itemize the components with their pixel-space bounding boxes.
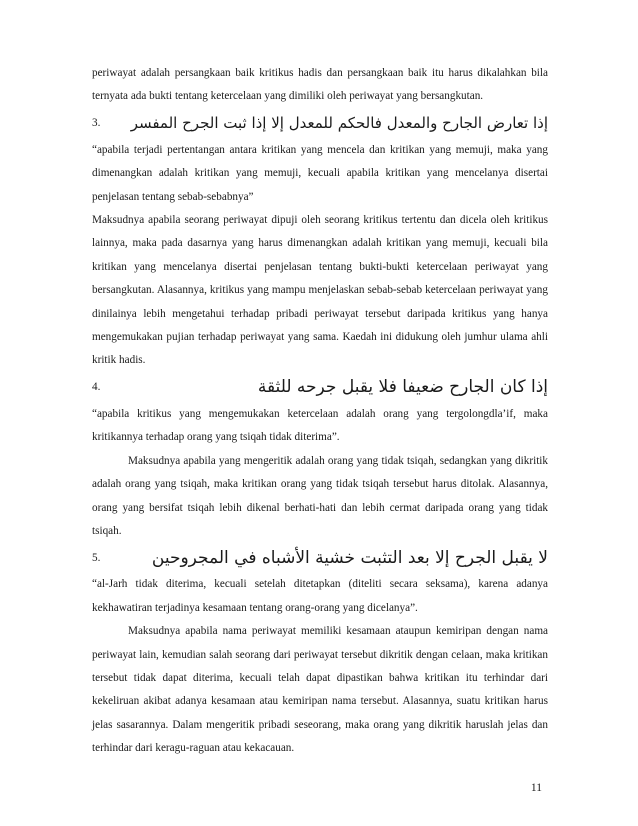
rule-4-translation: “apabila kritikus yang mengemukakan ketercelaan adalah orang yang tergolongdla’if, maka kritikannya terhadap orang yang tsiqah tidak diterima”. xyxy=(92,407,548,444)
rule-4-number: 4. xyxy=(92,381,101,394)
rule-4-heading xyxy=(92,375,548,401)
rule-3-arabic: إذا تعارض الجارح والمعدل فالحكم للمعدل إلا إذا ثبت الجرح المفسر xyxy=(130,114,548,133)
document-body xyxy=(92,62,548,761)
rule-4-arabic: إذا كان الجارح ضعيفا فلا يقبل جرحه للثقة xyxy=(257,377,548,398)
rule-4-explanation: Maksudnya apabila yang mengeritik adalah orang yang tidak tsiqah, sedangkan yang dikritik adalah orang yang tsiqah, maka kritikan orang yang tidak tsiqah tersebut harus ditolak. Alasannya, orang yang bersifat tsiqah lebih dikenal berhati-hati dan lebih cermat daripada orang yang tidak tsiqah. xyxy=(92,454,548,537)
rule-3-number: 3. xyxy=(92,117,101,130)
rule-5-explanation: Maksudnya apabila nama periwayat memiliki kesamaan ataupun kemiripan dengan nama periwayat lain, kemudian salah seorang dari periwayat tersebut dikritik dengan celaan, maka kritikan tersebut tidak dapat diterima, kecuali telah dapat dipastikan bahwa kritikan itu terhindar dari kekeliruan akibat adanya kesamaan atau kemiripan nama tersebut. Alasannya, suatu kritikan harus jelas sasarannya. Dalam mengeritik pribadi seseorang, maka orang yang dikritik haruslah jelas dan terhindar dari keragu-raguan atau kekacauan. xyxy=(92,625,548,755)
rule-5-arabic: لا يقبل الجرح إلا بعد التثبت خشية الأشباه في المجروحين xyxy=(151,547,548,568)
rule-3-explanation: Maksudnya apabila seorang periwayat dipuji oleh seorang kritikus tertentu dan dicela oleh kritikus lainnya, maka pada dasarnya yang harus dimenangkan adalah kritikan yang memuji, kecuali bila kritikan yang mencelanya disertai penjelasan tentang bukti-bukti ketercelaan periwayat yang bersangkutan. Alasannya, kritikus yang mampu menjelaskan sebab-sebab ketercelaan periwayat yang dinilainya lebih mengetahui terhadap pribadi periwayat tersebut daripada kritikus yang hanya mengemukakan pujian terhadap periwayat yang sama. Kaedah ini didukung oleh jumhur ulama ahli kritik hadis. xyxy=(92,214,548,367)
rule-3-translation: “apabila terjadi pertentangan antara kritikan yang mencela dan kritikan yang memuji, maka yang dimenangkan adalah kritikan yang memuji, kecuali apabila kritikan yang mencelanya disertai penjelasan tentang sebab-sebabnya” xyxy=(92,143,548,203)
rule-5-number: 5. xyxy=(92,551,101,564)
rule-5-translation: “al-Jarh tidak diterima, kecuali setelah ditetapkan (diteliti secara seksama), karena adanya kekhawatiran terjadinya kesamaan tentang orang-orang yang dicelanya”. xyxy=(92,578,548,614)
rule-5-heading xyxy=(92,545,548,571)
page-number: 11 xyxy=(530,782,542,794)
paragraph-intro: periwayat adalah persangkaan baik kritikus hadis dan persangkaan baik itu harus dikalahkan bila ternyata ada bukti tentang ketercelaan yang dimiliki oleh periwayat yang bersangkutan. xyxy=(92,67,548,103)
rule-3-heading xyxy=(92,111,548,137)
